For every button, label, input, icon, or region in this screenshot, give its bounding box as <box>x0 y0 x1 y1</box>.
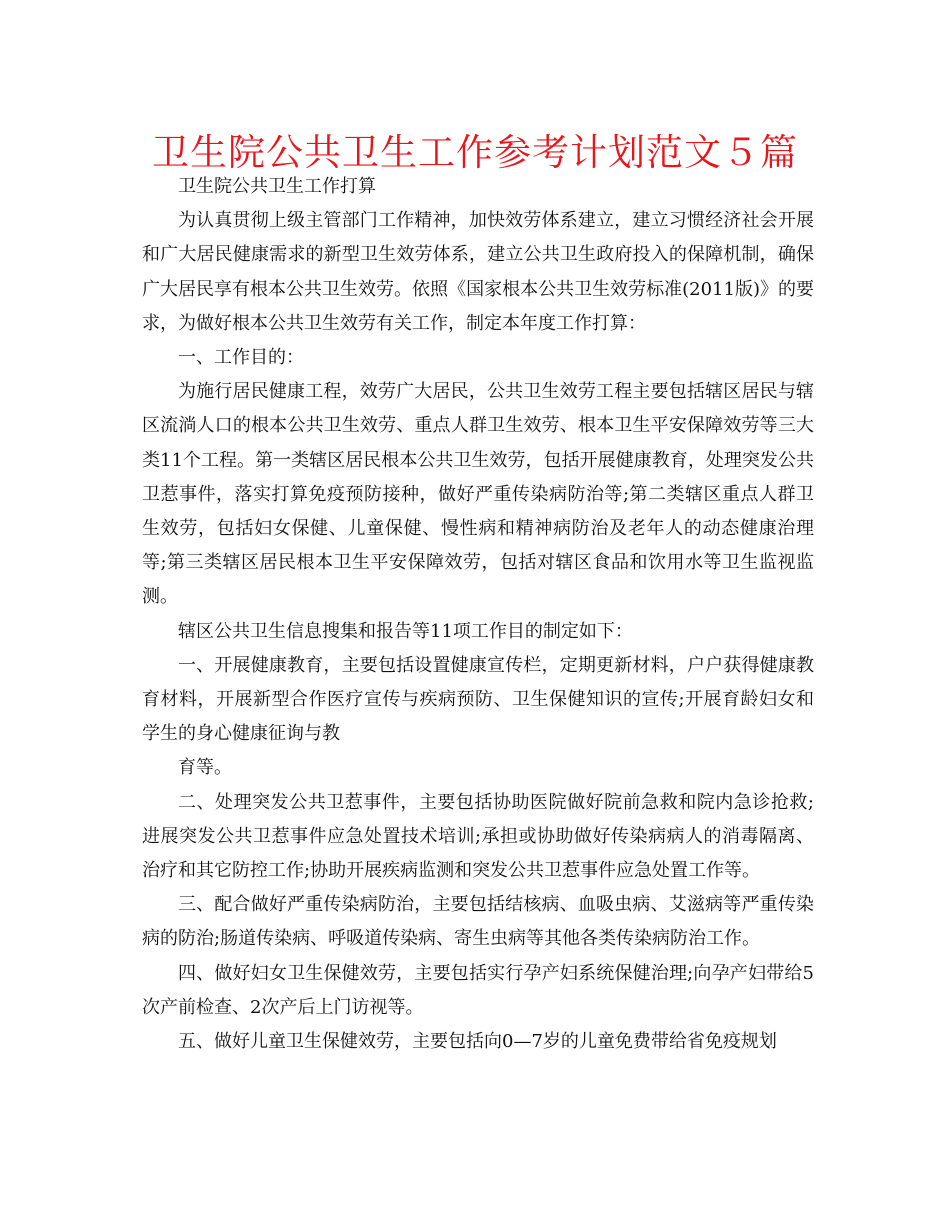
paragraph-item-1: 一、开展健康教育，主要包括设置健康宣传栏，定期更新材料，户户获得健康教育材料，开展新型合作医疗宣传与疾病预防、卫生保健知识的宣传;开展育龄妇女和学生的身心健康征询与教 <box>142 654 814 745</box>
paragraph-item-1-continued: 育等。 <box>178 757 232 779</box>
paragraph-goals: 为施行居民健康工程，效劳广大居民，公共卫生效劳工程主要包括辖区居民与辖区流淌人口的根本公共卫生效劳、重点人群卫生效劳、根本卫生平安保障效劳等三大类11个工程。第一类辖区居民根本公共卫生效劳，包括开展健康教育，处理突发公共卫惹事件，落实打算免疫预防接种，做好严重传染病防治等;第二类辖区重点人群卫生效劳，包括妇女保健、儿童保健、慢性病和精神病防治及老年人的动态健康治理等;第三类辖区居民根本卫生平安保障效劳，包括对辖区食品和饮用水等卫生监视监测。 <box>142 381 814 608</box>
paragraph-item-5: 五、做好儿童卫生保健效劳，主要包括向0—7岁的儿童免费带给省免疫规划 <box>178 1031 777 1053</box>
paragraph-section-heading: 一、工作目的： <box>178 347 304 369</box>
document-body <box>142 170 814 1059</box>
paragraph-item-4: 四、做好妇女卫生保健效劳，主要包括实行孕产妇系统保健治理;向孕产妇带给5次产前检查、2次产后上门访视等。 <box>142 962 814 1018</box>
paragraph-goals-list-intro: 辖区公共卫生信息搜集和报告等11项工作目的制定如下： <box>178 620 633 642</box>
document-title: 卫生院公共卫生工作参考计划范文５篇 <box>152 131 798 174</box>
paragraph-item-2: 二、处理突发公共卫惹事件，主要包括协助医院做好院前急救和院内急诊抢救;进展突发公共卫惹事件应急处置技术培训;承担或协助做好传染病病人的消毒隔离、治疗和其它防控工作;协助开展疾病监测和突发公共卫惹事件应急处置工作等。 <box>142 791 814 882</box>
paragraph-intro: 为认真贯彻上级主管部门工作精神，加快效劳体系建立，建立习惯经济社会开展和广大居民健康需求的新型卫生效劳体系，建立公共卫生政府投入的保障机制，确保广大居民享有根本公共卫生效劳。依照《国家根本公共卫生效劳标准(2011版)》的要求，为做好根本公共卫生效劳有关工作，制定本年度工作打算： <box>142 210 814 334</box>
paragraph-item-3: 三、配合做好严重传染病防治，主要包括结核病、血吸虫病、艾滋病等严重传染病的防治;肠道传染病、呼吸道传染病、寄生虫病等其他各类传染病防治工作。 <box>142 894 814 950</box>
paragraph-subtitle: 卫生院公共卫生工作打算 <box>178 176 376 197</box>
